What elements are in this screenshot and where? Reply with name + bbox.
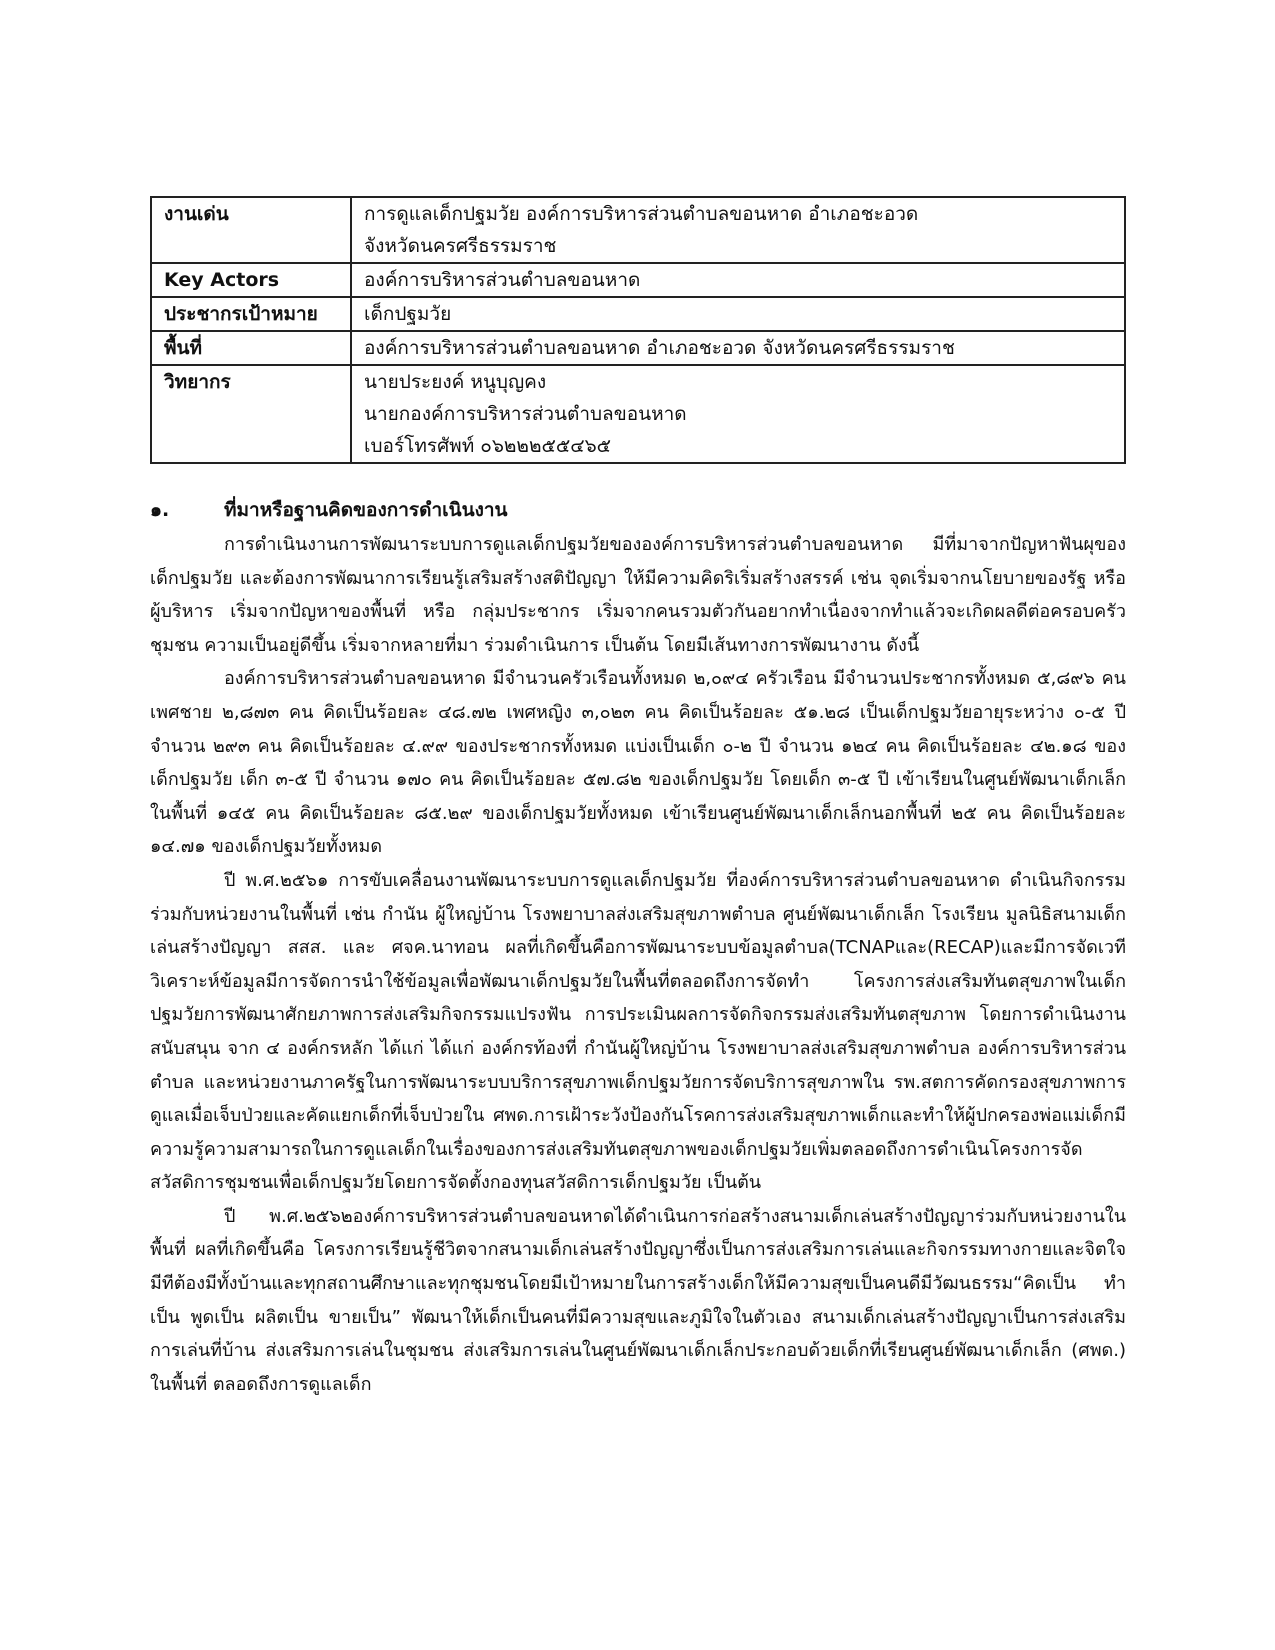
- paragraph: ปี พ.ศ.๒๕๖๒องค์การบริหารส่วนตำบลขอนหาดได้ดำเนินการก่อสร้างสนามเด็กเล่นสร้างปัญญาร่วมกับหน่วยงานในพื้นที่ ผลที่เกิดขึ้นคือ โครงการเรียนรู้ชีวิตจากสนามเด็กเล่นสร้างปัญญาซึ่งเป็นการส่งเสริมการเล่นและกิจกรรมทางกายและจิตใจมีทีต้องมีทั้งบ้านและทุกสถานศึกษาและทุกชุมชนโดยมีเป้าหมายในการสร้างเด็กให้มีความสุขเป็นคนดีมีวัฒนธรรม“คิดเป็น ทำเป็น พูดเป็น ผลิตเป็น ขายเป็น” พัฒนาให้เด็กเป็นคนที่มีความสุขและภูมิใจในตัวเอง สนามเด็กเล่นสร้างปัญญาเป็นการส่งเสริมการเล่นที่บ้าน ส่งเสริมการเล่นในชุมชน ส่งเสริมการเล่นในศูนย์พัฒนาเด็กเล็กประกอบด้วยเด็กที่เรียนศูนย์พัฒนาเด็กเล็ก (ศพด.) ในพื้นที่ ตลอดถึงการดูแลเด็ก: [150, 1205, 1126, 1395]
- row-label: งานเด่น: [151, 197, 351, 263]
- table-row: [151, 297, 1125, 331]
- value-line: องค์การบริหารส่วนตำบลขอนหาด: [364, 269, 641, 291]
- paragraph: ปี พ.ศ.๒๕๖๑ การขับเคลื่อนงานพัฒนาระบบการดูแลเด็กปฐมวัย ที่องค์การบริหารส่วนตำบลขอนหาด ดำเนินกิจกรรมร่วมกับหน่วยงานในพื้นที่ เช่น กำนัน ผู้ใหญ่บ้าน โรงพยาบาลส่งเสริมสุขภาพตำบล ศูนย์พัฒนาเด็กเล็ก โรงเรียน มูลนิธิสนามเด็กเล่นสร้างปัญญา สสส. และ ศจค.นาทอน ผลที่เกิดขึ้นคือการพัฒนาระบบข้อมูลตำบล(TCNAPและ(RECAP)และมีการจัดเวทีวิเคราะห์ข้อมูลมีการจัดการนำใช้ข้อมูลเพื่อพัฒนาเด็กปฐมวัยในพื้นที่ตลอดถึงการจัดทำ โครงการส่งเสริมทันตสุขภาพในเด็กปฐมวัยการพัฒนาศักยภาพการส่งเสริมกิจกรรมแปรงฟัน การประเมินผลการจัดกิจกรรมส่งเสริมทันตสุขภาพ โดยการดำเนินงานสนับสนุน จาก ๔ องค์กรหลัก ได้แก่ ได้แก่ องค์กรท้องที่ กำนันผู้ใหญ่บ้าน โรงพยาบาลส่งเสริมสุขภาพตำบล องค์การบริหารส่วนตำบล และหน่วยงานภาครัฐในการพัฒนาระบบบริการสุขภาพเด็กปฐมวัยการจัดบริการสุขภาพใน รพ.สตการคัดกรองสุขภาพการดูแลเมื่อเจ็บป่วยและคัดแยกเด็กที่เจ็บป่วยใน ศพด.การเฝ้าระวังป้องกันโรคการส่งเสริมสุขภาพเด็กและทำให้ผู้ปกครองพ่อแม่เด็กมีความรู้ความสามารถในการดูแลเด็กในเรื่องของการส่งเสริมทันตสุขภาพของเด็กปฐมวัยเพิ่มตลอดถึงการดำเนินโครงการจัดสวัสดิการชุมชนเพื่อเด็กปฐมวัยโดยการจัดตั้งกองทุนสวัสดิการเด็กปฐมวัย เป็นต้น: [150, 869, 1126, 1194]
- row-label: ประชากรเป้าหมาย: [151, 297, 351, 331]
- row-label: พื้นที่: [151, 331, 351, 365]
- table-row: [151, 263, 1125, 297]
- table-row: [151, 197, 1125, 263]
- section-title: ที่มาหรือฐานคิดของการดำเนินงาน: [224, 499, 508, 521]
- info-table: [150, 196, 1126, 464]
- row-value: [351, 331, 1125, 365]
- value-line: องค์การบริหารส่วนตำบลขอนหาด อำเภอชะอวด จังหวัดนครศรีธรรมราช: [364, 337, 955, 359]
- value-line: นายกองค์การบริหารส่วนตำบลขอนหาด: [364, 403, 687, 425]
- row-label: Key Actors: [151, 263, 351, 297]
- value-line: เบอร์โทรศัพท์ ๐๖๒๒๒๕๕๔๖๕: [364, 435, 612, 457]
- row-value: [351, 197, 1125, 263]
- row-value: [351, 297, 1125, 331]
- row-label: วิทยากร: [151, 365, 351, 463]
- value-line: เด็กปฐมวัย: [364, 303, 452, 325]
- section-number: ๑.: [150, 499, 170, 521]
- table-row: [151, 365, 1125, 463]
- row-value: [351, 263, 1125, 297]
- section-heading: [150, 494, 1126, 526]
- table-row: [151, 331, 1125, 365]
- paragraph: องค์การบริหารส่วนตำบลขอนหาด มีจำนวนครัวเรือนทั้งหมด ๒,๐๙๔ ครัวเรือน มีจำนวนประชากรทั้งหมด ๕,๘๙๖ คน เพศชาย ๒,๘๗๓ คน คิดเป็นร้อยละ ๔๘.๗๒ เพศหญิง ๓,๐๒๓ คน คิดเป็นร้อยละ ๕๑.๒๘ เป็นเด็กปฐมวัยอายุระหว่าง ๐-๕ ปี จำนวน ๒๙๓ คน คิดเป็นร้อยละ ๔.๙๙ ของประชากรทั้งหมด แบ่งเป็นเด็ก ๐-๒ ปี จำนวน ๑๒๔ คน คิดเป็นร้อยละ ๔๒.๑๘ ของเด็กปฐมวัย เด็ก ๓-๕ ปี จำนวน ๑๗๐ คน คิดเป็นร้อยละ ๕๗.๘๒ ของเด็กปฐมวัย โดยเด็ก ๓-๕ ปี เข้าเรียนในศูนย์พัฒนาเด็กเล็กในพื้นที่ ๑๔๕ คน คิดเป็นร้อยละ ๘๕.๒๙ ของเด็กปฐมวัยทั้งหมด เข้าเรียนศูนย์พัฒนาเด็กเล็กนอกพื้นที่ ๒๕ คน คิดเป็นร้อยละ ๑๔.๗๑ ของเด็กปฐมวัยทั้งหมด: [150, 668, 1126, 858]
- body-text: [150, 528, 1126, 1401]
- row-value: [351, 365, 1125, 463]
- value-line: การดูแลเด็กปฐมวัย องค์การบริหารส่วนตำบลขอนหาด อำเภอชะอวด: [364, 203, 919, 225]
- paragraph: การดำเนินงานการพัฒนาระบบการดูแลเด็กปฐมวัยขององค์การบริหารส่วนตำบลขอนหาด มีที่มาจากปัญหาฟันผุของเด็กปฐมวัย และต้องการพัฒนาการเรียนรู้เสริมสร้างสติปัญญา ให้มีความคิดริเริ่มสร้างสรรค์ เช่น จุดเริ่มจากนโยบายของรัฐ หรือผู้บริหาร เริ่มจากปัญหาของพื้นที่ หรือ กลุ่มประชากร เริ่มจากคนรวมตัวกันอยากทำเนื่องจากทำแล้วจะเกิดผลดีต่อครอบครัว ชุมชน ความเป็นอยู่ดีขึ้น เริ่มจากหลายที่มา ร่วมดำเนินการ เป็นต้น โดยมีเส้นทางการพัฒนางาน ดังนี้: [150, 534, 1126, 656]
- value-line: จังหวัดนครศรีธรรมราช: [364, 235, 557, 257]
- value-line: นายประยงค์ หนูบุญคง: [364, 371, 547, 393]
